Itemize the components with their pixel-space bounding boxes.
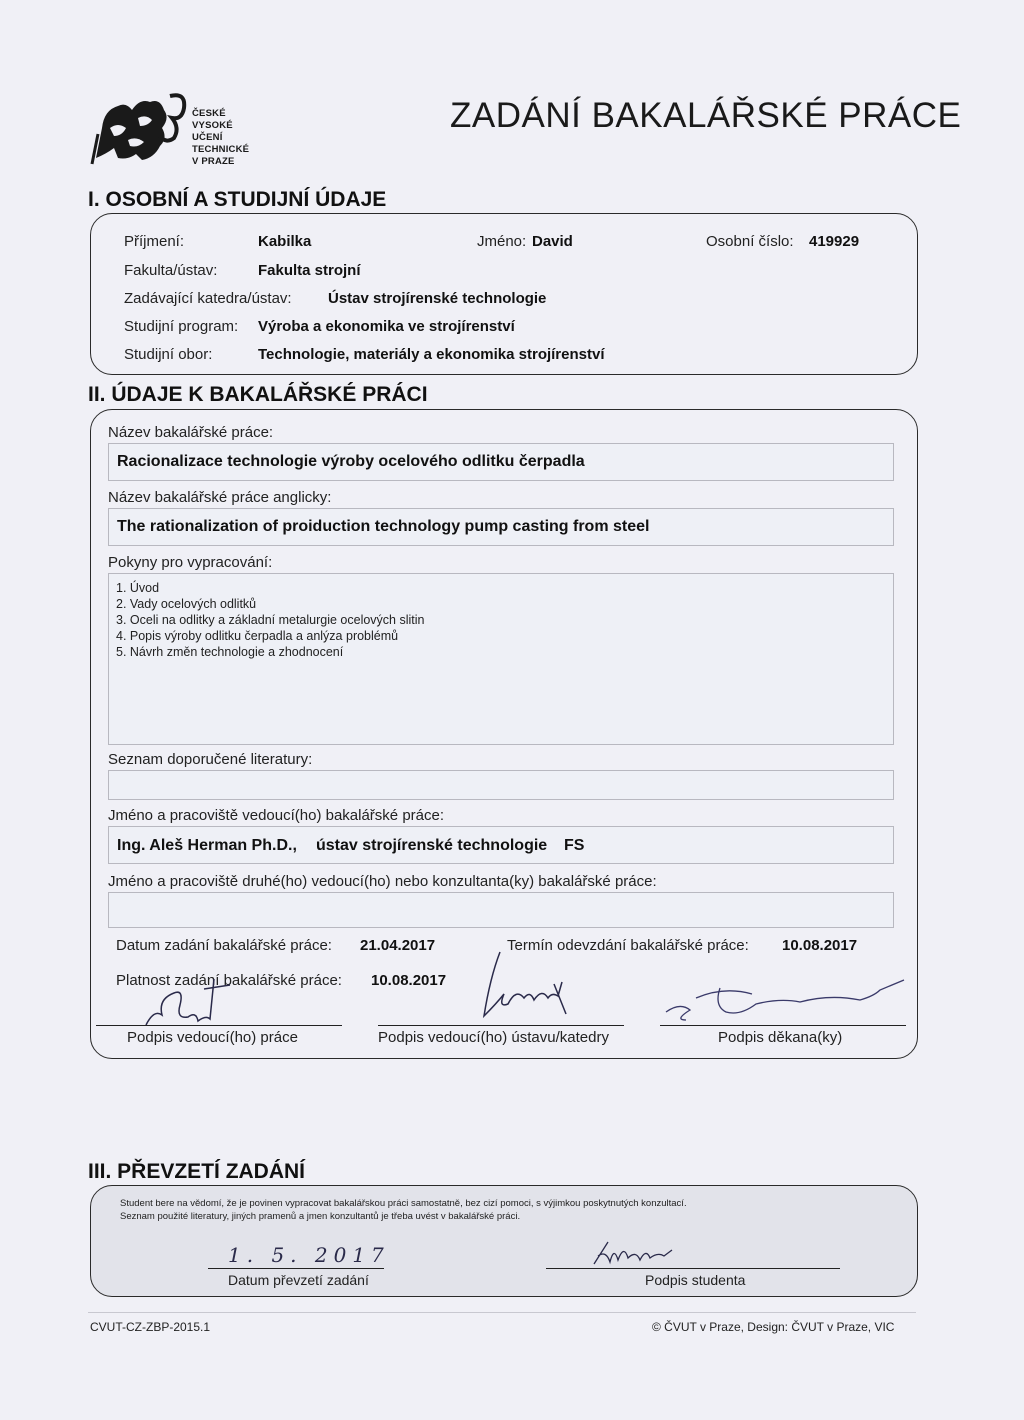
nazev-value: Racionalizace technologie výroby ocelového odlitku čerpadla xyxy=(117,453,585,470)
pokyny-item: 4. Popis výroby odlitku čerpadla a anlýza problémů xyxy=(116,629,399,643)
katedra-label: Zadávající katedra/ústav: xyxy=(124,290,292,307)
footer-divider xyxy=(88,1312,916,1313)
nazev-label: Název bakalářské práce: xyxy=(108,424,274,441)
prevzeti-note: Student bere na vědomí, že je povinen vypracovat bakalářskou práci samostatně, bez cizí pomoci, s výjimkou poskytnutých konzultací. Seznam použité literatury, jiných pramenů a jmen konzultantů je třeba uvést v bakalářské práci. xyxy=(120,1198,687,1222)
termin-label: Termín odevzdání bakalářské práce: xyxy=(507,937,749,954)
section2-heading: II. ÚDAJE K BAKALÁŘSKÉ PRÁCI xyxy=(88,383,428,406)
pokyny-field xyxy=(108,573,894,745)
pokyny-list xyxy=(116,580,424,660)
fakulta-value: Fakulta strojní xyxy=(258,262,361,279)
podpis-ustav-caption: Podpis vedoucí(ho) ústavu/katedry xyxy=(378,1029,609,1046)
datum-prevzeti-line xyxy=(208,1268,384,1269)
platnost-label: Platnost zadání bakalářské práce: xyxy=(116,972,342,989)
signature-student xyxy=(588,1236,678,1272)
vedouci-field xyxy=(108,826,894,864)
copyright: © ČVUT v Praze, Design: ČVUT v Praze, VIC xyxy=(652,1320,895,1334)
platnost-value: 10.08.2017 xyxy=(371,972,447,989)
datum-prevzeti-handwritten: 1. 5. 2017 xyxy=(228,1243,390,1267)
termin-value: 10.08.2017 xyxy=(782,937,858,954)
prijmeni-label: Příjmení: xyxy=(124,233,185,250)
fakulta-label: Fakulta/ústav: xyxy=(124,262,218,279)
nazev-en-value: The rationalization of proiduction technology pump casting from steel xyxy=(117,518,650,535)
signature-line-vedouci xyxy=(96,1025,342,1026)
literatura-label: Seznam doporučené literatury: xyxy=(108,751,313,768)
program-label: Studijní program: xyxy=(124,318,239,335)
druhy-vedouci-label: Jméno a pracoviště druhé(ho) vedoucí(ho) nebo konzultanta(ky) bakalářské práce: xyxy=(108,873,657,890)
signature-line-ustav xyxy=(378,1025,624,1026)
podpis-dekan-caption: Podpis děkana(ky) xyxy=(718,1029,843,1046)
datum-zadani-label: Datum zadání bakalářské práce: xyxy=(116,937,332,954)
section3-heading: III. PŘEVZETÍ ZADÁNÍ xyxy=(88,1160,306,1183)
vedouci-name: Ing. Aleš Herman Ph.D., xyxy=(117,837,297,854)
vedouci-fs: FS xyxy=(564,837,585,854)
pokyny-item: 2. Vady ocelových odlitků xyxy=(116,597,257,611)
literatura-field xyxy=(108,770,894,800)
pokyny-item: 3. Oceli na odlitky a základní metalurgie ocelových slitin xyxy=(116,613,425,627)
document-title: ZADÁNÍ BAKALÁŘSKÉ PRÁCE xyxy=(450,96,962,135)
pokyny-item: 1. Úvod xyxy=(116,581,160,595)
datum-zadani-value: 21.04.2017 xyxy=(360,937,436,954)
datum-prevzeti-caption: Datum převzetí zadání xyxy=(228,1272,369,1288)
signature-line-dekan xyxy=(660,1025,906,1026)
obor-value: Technologie, materiály a ekonomika strojírenství xyxy=(258,346,605,363)
podpis-studenta-caption: Podpis studenta xyxy=(645,1272,746,1288)
pokyny-item: 5. Návrh změn technologie a zhodnocení xyxy=(116,645,344,659)
vedouci-dept: ústav strojírenské technologie xyxy=(316,837,548,854)
section1-heading: I. OSOBNÍ A STUDIJNÍ ÚDAJE xyxy=(88,188,387,211)
logo-text: ČESKÉ VYSOKÉ UČENÍ TECHNICKÉ V PRAZE xyxy=(192,108,250,167)
pokyny-label: Pokyny pro vypracování: xyxy=(108,554,273,571)
nazev-en-field xyxy=(108,508,894,546)
osobni-cislo-label: Osobní číslo: xyxy=(706,233,794,250)
vedouci-label: Jméno a pracoviště vedoucí(ho) bakalářské práce: xyxy=(108,807,445,824)
podpis-vedouci-caption: Podpis vedoucí(ho) práce xyxy=(127,1029,298,1046)
obor-label: Studijní obor: xyxy=(124,346,213,363)
katedra-value: Ústav strojírenské technologie xyxy=(328,290,547,307)
signature-vedouci xyxy=(140,975,250,1030)
signature-dekan xyxy=(660,972,910,1027)
jmeno-value: David xyxy=(532,233,573,250)
nazev-en-label: Název bakalářské práce anglicky: xyxy=(108,489,332,506)
signature-ustav xyxy=(470,948,590,1024)
program-value: Výroba a ekonomika ve strojírenství xyxy=(258,318,515,335)
podpis-studenta-line xyxy=(546,1268,840,1269)
jmeno-label: Jméno: xyxy=(477,233,527,250)
form-code: CVUT-CZ-ZBP-2015.1 xyxy=(90,1320,211,1334)
prijmeni-value: Kabilka xyxy=(258,233,312,250)
nazev-field xyxy=(108,443,894,481)
druhy-vedouci-field xyxy=(108,892,894,928)
osobni-cislo-value: 419929 xyxy=(809,233,860,250)
